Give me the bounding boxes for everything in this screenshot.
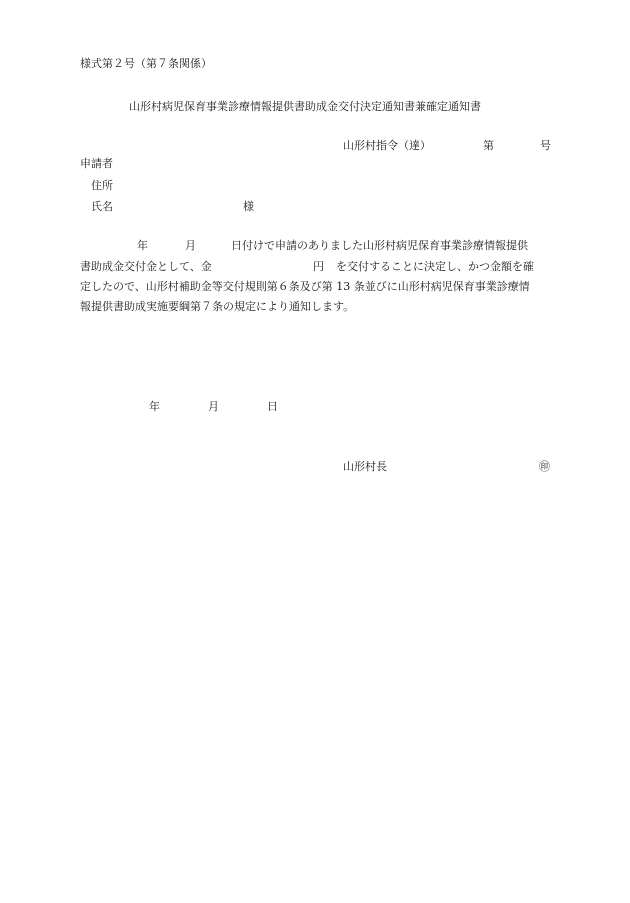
body-year: 年 (137, 239, 148, 252)
form-label: 様式第２号（第７条関係） (80, 57, 212, 70)
body-month: 月 (185, 239, 196, 252)
date-month: 月 (208, 400, 219, 413)
document-title: 山形村病児保育事業診療情報提供書助成金交付決定通知書兼確定通知書 (129, 100, 481, 113)
body-yen: 円 (313, 260, 324, 273)
date-year: 年 (149, 400, 160, 413)
body-line2-start: 書助成金交付金として、金 (80, 260, 212, 273)
body-line1-text: 日付けで申請のありました山形村病児保育事業診療情報提供 (231, 239, 528, 252)
seal-mark: ㊞ (539, 460, 550, 473)
body-line4: 報提供書助成実施要綱第７条の規定により通知します。 (80, 300, 355, 313)
body-line2-end: を交付することに決定し、かつ金額を確 (336, 260, 534, 273)
name-label: 氏名 (91, 200, 113, 213)
mayor-title: 山形村長 (343, 460, 387, 473)
applicant-heading: 申請者 (80, 157, 113, 170)
reference-dai: 第 (483, 139, 494, 152)
body-line3: 定したので、山形村補助金等交付規則第６条及び第 13 条並びに山形村病児保育事業診療情 (80, 280, 530, 293)
date-day: 日 (267, 400, 278, 413)
address-label: 住所 (91, 179, 113, 192)
honorific: 様 (243, 200, 254, 213)
reference-go: 号 (540, 139, 551, 152)
issuer-label: 山形村指令（達） (343, 139, 431, 152)
